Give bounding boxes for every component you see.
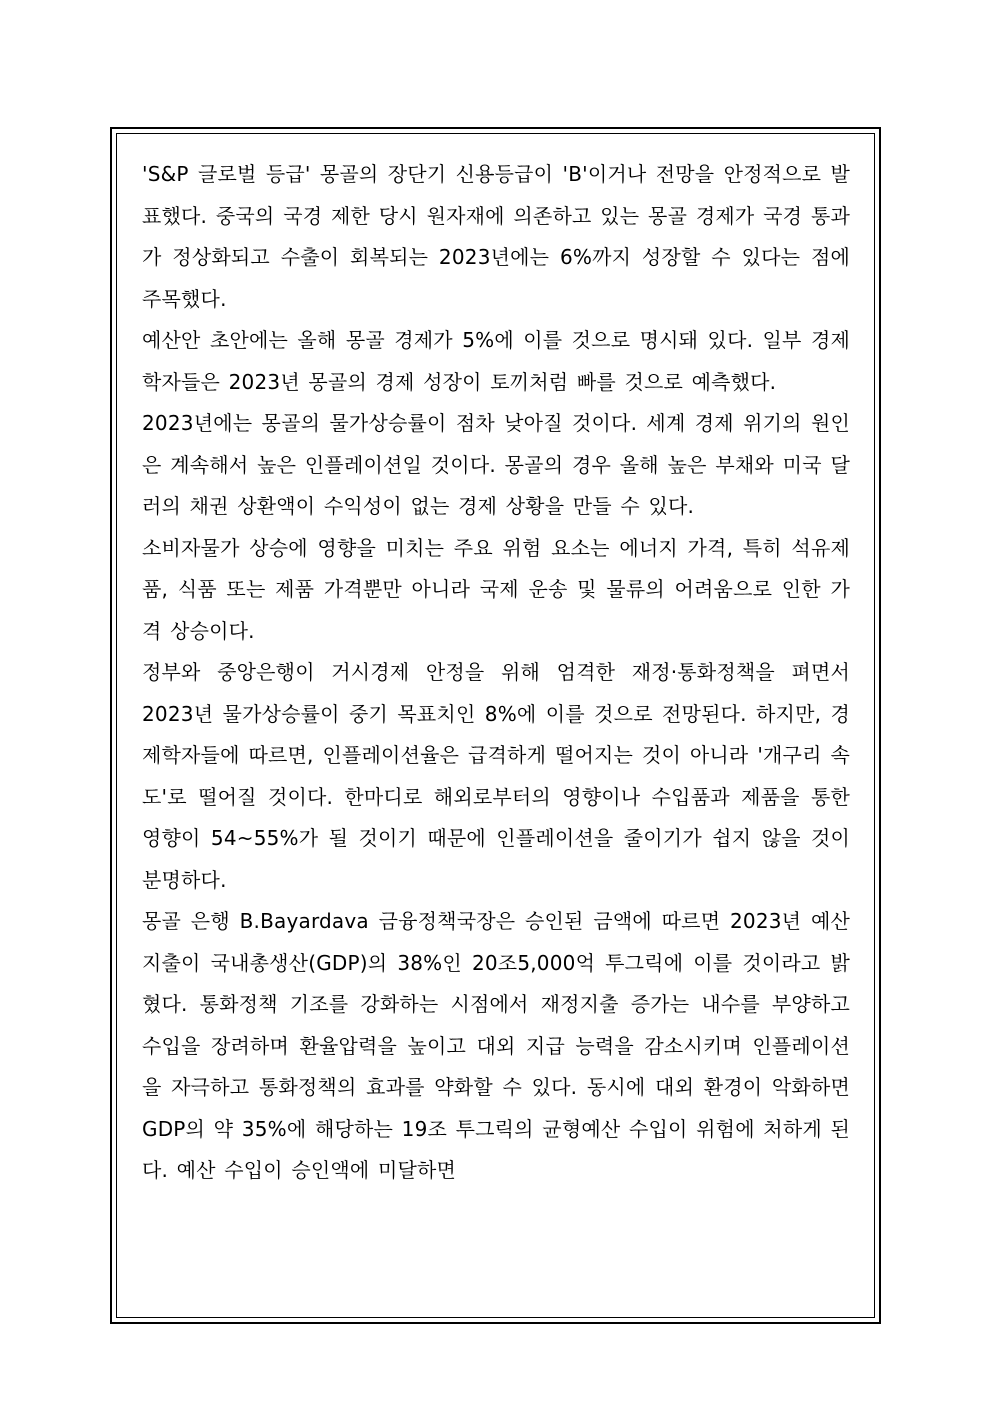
paragraph-price-risks: 소비자물가 상승에 영향을 미치는 주요 위험 요소는 에너지 가격, 특히 석유제품, 식품 또는 제품 가격뿐만 아니라 국제 운송 및 물류의 어려움으로 인한 가격 상승이다. <box>142 535 850 643</box>
article-body <box>142 154 850 1192</box>
paragraph-budget-draft: 예산안 초안에는 올해 몽골 경제가 5%에 이를 것으로 명시돼 있다. 일부 경제학자들은 2023년 몽골의 경제 성장이 토끼처럼 빠를 것으로 예측했다. <box>142 328 850 394</box>
paragraph-budget-spending: 몽골 은행 B.Bayardava 금융정책국장은 승인된 금액에 따르면 2023년 예산 지출이 국내총생산(GDP)의 38%인 20조5,000억 투그릭에 이를 것이라고 밝혔다. 통화정책 기조를 강화하는 시점에서 재정지출 증가는 내수를 부양하고 수입을 장려하며 환율압력을 높이고 대외 지급 능력을 감소시키며 인플레이션을 자극하고 통화정책의 효과를 약화할 수 있다. 동시에 대외 환경이 악화하면 GDP의 약 35%에 해당하는 19조 투그릭의 균형예산 수입이 위험에 처하게 된다. 예산 수입이 승인액에 미달하면 <box>142 909 850 1182</box>
paragraph-credit-rating: 'S&P 글로벌 등급' 몽골의 장단기 신용등급이 'B'이거나 전망을 안정적으로 발표했다. 중국의 국경 제한 당시 원자재에 의존하고 있는 몽골 경제가 국경 통과가 정상화되고 수출이 회복되는 2023년에는 6%까지 성장할 수 있다는 점에 주목했다. <box>142 162 850 311</box>
paragraph-policy-target: 정부와 중앙은행이 거시경제 안정을 위해 엄격한 재정·통화정책을 펴면서 2023년 물가상승률이 중기 목표치인 8%에 이를 것으로 전망된다. 하지만, 경제학자들에 따르면, 인플레이션율은 급격하게 떨어지는 것이 아니라 '개구리 속도'로 떨어질 것이다. 한마디로 해외로부터의 영향이나 수입품과 제품을 통한 영향이 54~55%가 될 것이기 때문에 인플레이션을 줄이기가 쉽지 않을 것이 분명하다. <box>142 660 850 892</box>
paragraph-inflation-outlook: 2023년에는 몽골의 물가상승률이 점차 낮아질 것이다. 세계 경제 위기의 원인은 계속해서 높은 인플레이션일 것이다. 몽골의 경우 올해 높은 부채와 미국 달러의 채권 상환액이 수익성이 없는 경제 상황을 만들 수 있다. <box>142 411 850 518</box>
